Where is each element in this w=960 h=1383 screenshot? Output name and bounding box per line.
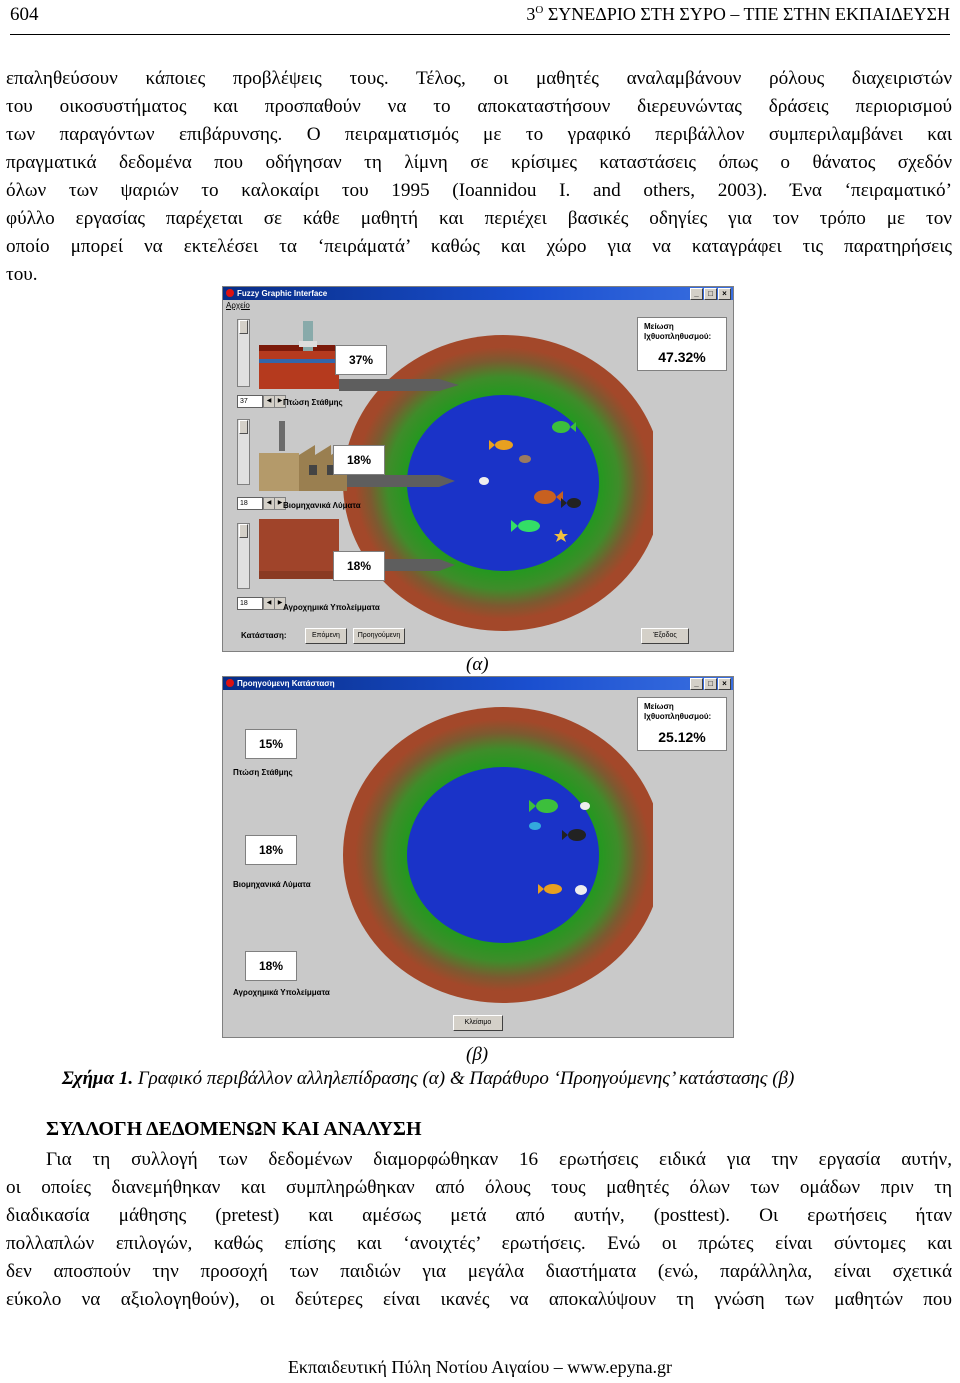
level-drop-percent: 37% xyxy=(335,345,387,375)
spin-down-icon[interactable]: ◀ xyxy=(263,497,275,510)
window-titlebar xyxy=(223,677,733,690)
level-drop-percent: 15% xyxy=(245,729,297,759)
previous-state-button[interactable]: Προηγούμενη xyxy=(353,628,405,644)
agrochemical-percent: 18% xyxy=(245,951,297,981)
spin-up-icon[interactable]: ▶ xyxy=(274,395,286,408)
level-drop-slider[interactable] xyxy=(237,319,250,387)
previous-state-window xyxy=(222,676,734,1038)
shell-icon xyxy=(575,885,587,895)
industrial-waste-percent: 18% xyxy=(333,445,385,475)
paragraph-line: οποίο μπορεί να εκτελέσει τα ‘πειράματά’ καθώς και χώρο για να καταγράφει τις παρατηρήσεις xyxy=(6,236,952,257)
figure-caption xyxy=(62,1068,794,1090)
page-number: 604 xyxy=(10,4,39,25)
maximize-button[interactable]: □ xyxy=(704,288,717,300)
maximize-button[interactable]: □ xyxy=(704,678,717,690)
figure-label: Σχήμα 1. xyxy=(62,1068,134,1089)
paragraph-line: Για τη συλλογή των δεδομένων διαμορφώθηκαν 16 ερωτήσεις ειδικά για την εργασία αυτήν, xyxy=(46,1149,952,1170)
minimize-button[interactable]: _ xyxy=(690,678,703,690)
agrochemical-label: Αγροχημικά Υπολείμματα xyxy=(283,603,380,612)
spin-up-icon[interactable]: ▶ xyxy=(274,597,286,610)
next-state-button[interactable]: Επόμενη xyxy=(305,628,347,644)
fish-icon xyxy=(519,455,531,463)
fish-reduction-value: 47.32% xyxy=(658,349,706,365)
spin-down-icon[interactable]: ◀ xyxy=(263,597,275,610)
level-drop-label: Πτώση Στάθμης xyxy=(283,398,343,407)
fuzzy-graphic-interface-window xyxy=(222,286,734,652)
industrial-waste-percent: 18% xyxy=(245,835,297,865)
paragraph-line: πραγματικά δεδομένα που οδήγησαν τη λίμνη σε κρίσιμες καταστάσεις όπως ο θάνατος σχεδόν xyxy=(6,152,952,173)
status-label: Κατάσταση: xyxy=(241,631,287,640)
level-drop-value[interactable]: 37 xyxy=(237,395,263,408)
agrochemical-label: Αγροχημικά Υπολείμματα xyxy=(233,988,330,997)
paragraph-line: εύκολο να αξιολογηθούν), οι δεύτερες είναι ικανές να αποκαλύψουν τη γνώση των μαθητών που xyxy=(6,1289,952,1310)
paragraph-line: όλων των ψαριών το καλοκαίρι του 1995 (Ioannidou I. and others, 2003). Ένα ‘πειραματικό’ xyxy=(6,180,952,201)
menu-file[interactable]: Αρχείο xyxy=(226,301,250,310)
spin-down-icon[interactable]: ◀ xyxy=(263,395,275,408)
paragraph-line: του οικοσυστήματος και προσπαθούν να το αποκαταστήσουν διερευνώντας δράσεις περιορισμού xyxy=(6,96,952,117)
spin-up-icon[interactable]: ▶ xyxy=(274,497,286,510)
paragraph-line: πολλαπλών επιλογών, καθώς επίσης και ‘ανοιχτές’ ερωτήσεις. Ενώ οι πρώτες είναι σύντομες και xyxy=(6,1233,952,1254)
paragraph-line: δεν αποσπούν την προσοχή των παιδιών για μεγάλα διαστήματα (ενώ, παράλληλα, είναι σχετικά xyxy=(6,1261,952,1282)
paragraph-line: φύλλο εργασίας παρέχεται σε κάθε μαθητή και περιέχει βασικές οδηγίες για τον τρόπο με τον xyxy=(6,208,952,229)
shell-icon xyxy=(580,802,590,810)
fish-reduction-meter xyxy=(637,317,727,371)
app-icon xyxy=(226,289,234,297)
agrochemical-percent: 18% xyxy=(333,551,385,581)
figure-caption-text: Γραφικό περιβάλλον αλληλεπίδρασης (α) & Παράθυρο ‘Προηγούμενης’ κατάστασης (β) xyxy=(133,1068,795,1089)
close-button[interactable]: × xyxy=(718,288,731,300)
window-titlebar xyxy=(223,287,733,300)
page-footer: Εκπαιδευτική Πύλη Νοτίου Αιγαίου – www.epyna.gr xyxy=(287,1357,673,1377)
caption-b: (β) xyxy=(466,1044,489,1065)
paragraph-line: διαδικασία μάθησης (pretest) και αμέσως μετά από αυτήν, (posttest). Οι ερωτήσεις ήταν xyxy=(6,1205,952,1226)
shell-icon xyxy=(479,477,489,485)
header-rule xyxy=(10,34,950,35)
industrial-waste-label: Βιομηχανικά Λύματα xyxy=(283,501,361,510)
fish-reduction-value: 25.12% xyxy=(658,729,706,745)
close-window-button[interactable]: Κλείσιμο xyxy=(453,1015,503,1031)
window-title: Προηγούμενη Κατάσταση xyxy=(237,679,335,688)
level-drop-label: Πτώση Στάθμης xyxy=(233,768,293,777)
paragraph-line: του. xyxy=(6,264,38,285)
caption-a: (α) xyxy=(466,654,489,675)
industrial-waste-label: Βιομηχανικά Λύματα xyxy=(233,880,311,889)
exit-button[interactable]: Έξοδος xyxy=(641,628,689,644)
minimize-button[interactable]: _ xyxy=(690,288,703,300)
lake-scene xyxy=(323,695,653,1005)
industrial-waste-value[interactable]: 18 xyxy=(237,497,263,510)
fish-reduction-label: Μείωση Ιχθυοπληθυσμού: xyxy=(644,702,712,721)
paragraph-line: επαληθεύσουν κάποιες προβλέψεις τους. Τέλος, οι μαθητές αναλαμβάνουν ρόλους διαχειριστών xyxy=(6,68,952,89)
fish-icon xyxy=(529,822,541,830)
close-button[interactable]: × xyxy=(718,678,731,690)
app-icon xyxy=(226,679,234,687)
industrial-waste-slider[interactable] xyxy=(237,419,250,485)
agrochemical-value[interactable]: 18 xyxy=(237,597,263,610)
paragraph-line: των παραγόντων επιβάρυνσης. Ο πειραματισμός με το γραφικό περιβάλλον συμπεριλαμβάνει και xyxy=(6,124,952,145)
fish-reduction-meter xyxy=(637,697,727,751)
window-title: Fuzzy Graphic Interface xyxy=(237,289,328,298)
running-head: $3^O$ ΣΥΝΕΔΡΙΟ ΣΤΗ ΣΥΡΟ – ΤΠΕ ΣΤΗΝ ΕΚΠΑΙΔΕΥΣΗ xyxy=(526,4,950,24)
paragraph-line: οι οποίες διανεμήθηκαν και συμπληρώθηκαν από όλους τους μαθητές όλων των ομάδων πριν τη xyxy=(6,1177,952,1198)
lake-water xyxy=(407,767,599,943)
section-heading: ΣΥΛΛΟΓΗ ΔΕΔΟΜΕΝΩΝ ΚΑΙ ΑΝΑΛΥΣΗ xyxy=(46,1118,422,1140)
agrochemical-slider[interactable] xyxy=(237,523,250,589)
fish-reduction-label: Μείωση Ιχθυοπληθυσμού: xyxy=(644,322,712,341)
